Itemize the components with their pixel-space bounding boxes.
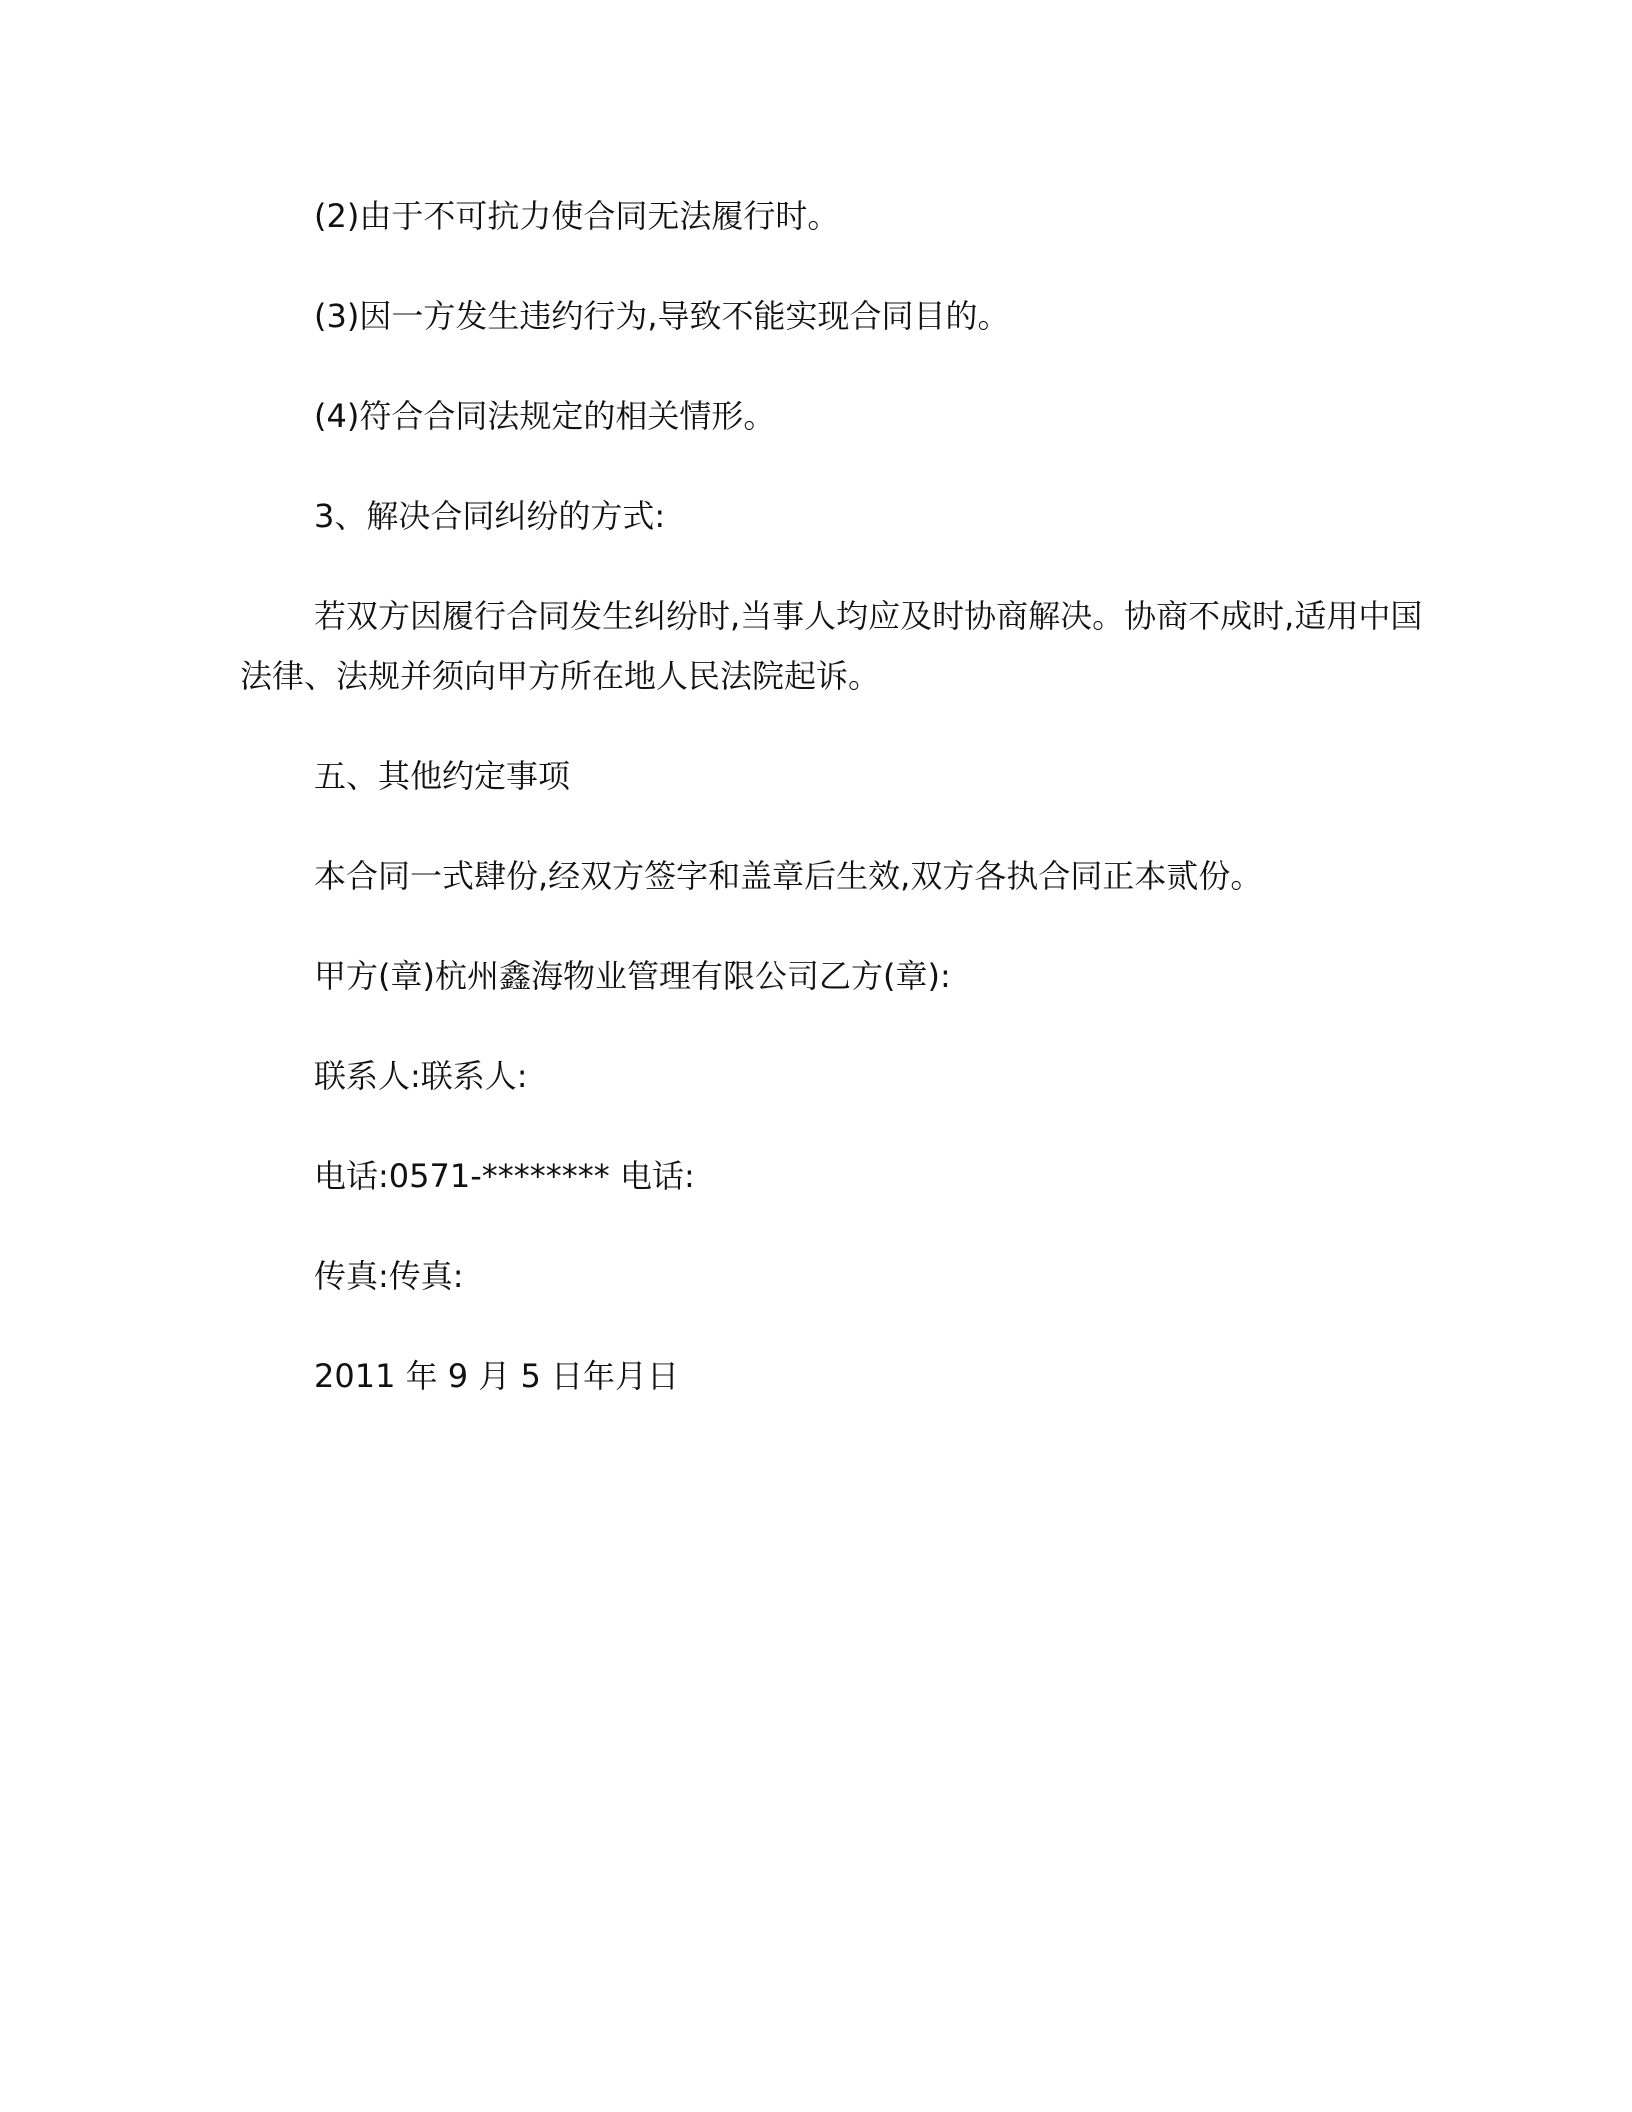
dispute-text: 若双方因履行合同发生纠纷时,当事人均应及时协商解决。协商不成时,适用中国法律、法规并须向甲方所在地人民法院起诉。 xyxy=(240,597,1423,695)
copies-paragraph: 本合同一式肆份,经双方签字和盖章后生效,双方各执合同正本贰份。 xyxy=(314,857,1263,895)
date-line: 2011 年 9 月 5 日年月日 xyxy=(314,1357,680,1395)
clause-2: (2)由于不可抗力使合同无法履行时。 xyxy=(314,197,840,235)
section-dispute-heading: 3、解决合同纠纷的方式: xyxy=(314,497,666,535)
party-seal-line: 甲方(章)杭州鑫海物业管理有限公司乙方(章): xyxy=(314,957,951,995)
contact-line: 联系人:联系人: xyxy=(314,1057,528,1095)
clause-3: (3)因一方发生违约行为,导致不能实现合同目的。 xyxy=(314,297,1010,335)
fax-line: 传真:传真: xyxy=(314,1257,464,1295)
clause-4: (4)符合合同法规定的相关情形。 xyxy=(314,397,776,435)
phone-line: 电话:0571-******** 电话: xyxy=(314,1157,695,1195)
dispute-paragraph xyxy=(240,586,1440,706)
section-other-heading: 五、其他约定事项 xyxy=(314,757,571,795)
